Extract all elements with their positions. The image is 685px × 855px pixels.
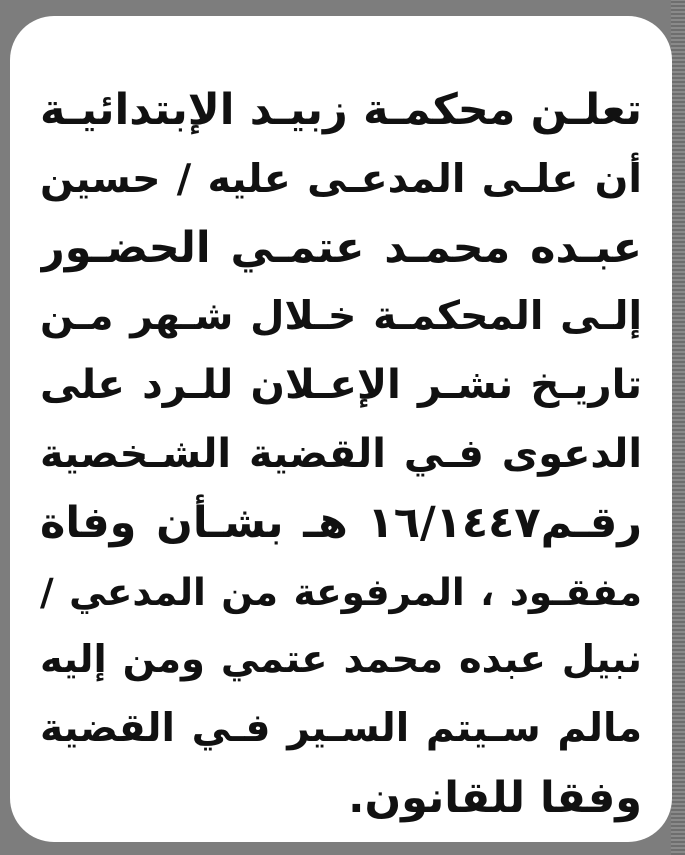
frame-edge	[671, 0, 685, 855]
notice-line: مفقـود ، المرفوعة من المدعي /	[40, 569, 642, 614]
notice-line-last: وفقا للقانون.	[348, 772, 642, 823]
notice-body	[40, 76, 642, 833]
notice-line: عبـده محمـد عتمـي الحضـور	[40, 222, 642, 273]
notice-line: تعلـن محكمـة زبيـد الإبتدائيـة	[40, 85, 642, 135]
notice-line: نبيل عبده محمد عتمي ومن إليه	[40, 637, 642, 683]
notice-line: الدعوى فـي القضية الشـخصية	[40, 430, 642, 477]
notice-line: أن علـى المدعـى عليه / حسين	[40, 155, 642, 202]
notice-line: إلـى المحكمـة خـلال شـهر مـن	[40, 293, 642, 340]
notice-line: مالم سـيتم السـير فـي القضية	[40, 706, 642, 752]
notice-line: رقـم١٦/١٤٤٧ هـ بشـأن وفاة	[40, 497, 642, 548]
notice-card	[10, 16, 672, 842]
notice-line: تاريـخ نشـر الإعـلان للـرد على	[40, 361, 642, 409]
